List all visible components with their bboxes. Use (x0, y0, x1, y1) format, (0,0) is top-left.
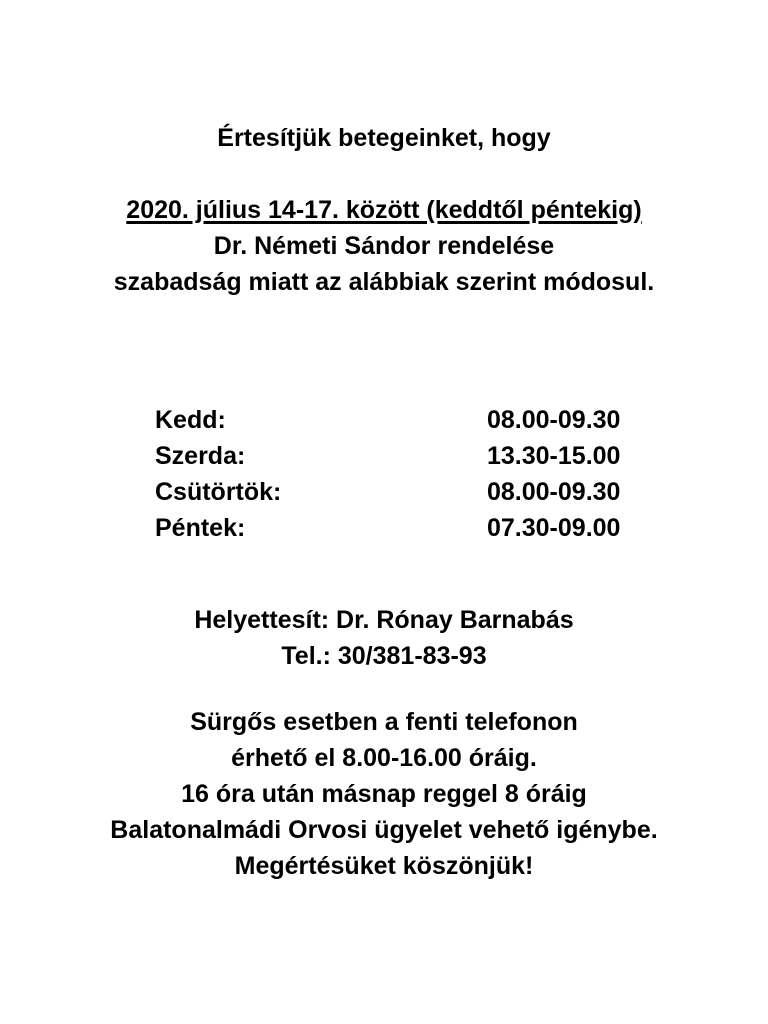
urgent-line-3: 16 óra után másnap reggel 8 óráig (181, 780, 587, 808)
schedule-row-csutortok (155, 474, 768, 510)
intro-line: Értesítjük betegeinket, hogy (217, 124, 551, 152)
urgent-line-4: Balatonalmádi Orvosi ügyelet vehető igénybe. (110, 816, 658, 844)
schedule-row-pentek (155, 510, 768, 546)
schedule-time-value: 08.00-09.30 (487, 406, 621, 434)
doctor-name-line: Dr. Németi Sándor rendelése (213, 232, 555, 260)
urgent-line-2: érhető el 8.00-16.00 óráig. (231, 744, 537, 772)
schedule-day-label: Kedd: (155, 406, 226, 434)
schedule-row-szerda (155, 438, 768, 474)
urgent-info-block (0, 704, 768, 848)
header-block (0, 192, 768, 300)
schedule-table (0, 402, 768, 546)
schedule-time-value: 08.00-09.30 (487, 478, 621, 506)
phone-line: Tel.: 30/381-83-93 (281, 642, 487, 670)
substitute-doctor-line: Helyettesít: Dr. Rónay Barnabás (194, 606, 574, 634)
schedule-day-label: Szerda: (155, 442, 246, 470)
schedule-day-label: Csütörtök: (155, 478, 282, 506)
schedule-time-value: 13.30-15.00 (487, 442, 621, 470)
period-line: 2020. július 14-17. között (keddtől péntekig) (126, 196, 642, 224)
reason-line: szabadság miatt az alábbiak szerint módosul. (113, 268, 655, 296)
urgent-line-1: Sürgős esetben a fenti telefonon (190, 708, 578, 736)
schedule-day-label: Péntek: (155, 514, 246, 542)
schedule-time-value: 07.30-09.00 (487, 514, 621, 542)
closing-line: Megértésüket köszönjük! (234, 852, 534, 880)
schedule-row-kedd (155, 402, 768, 438)
substitute-block (0, 602, 768, 674)
